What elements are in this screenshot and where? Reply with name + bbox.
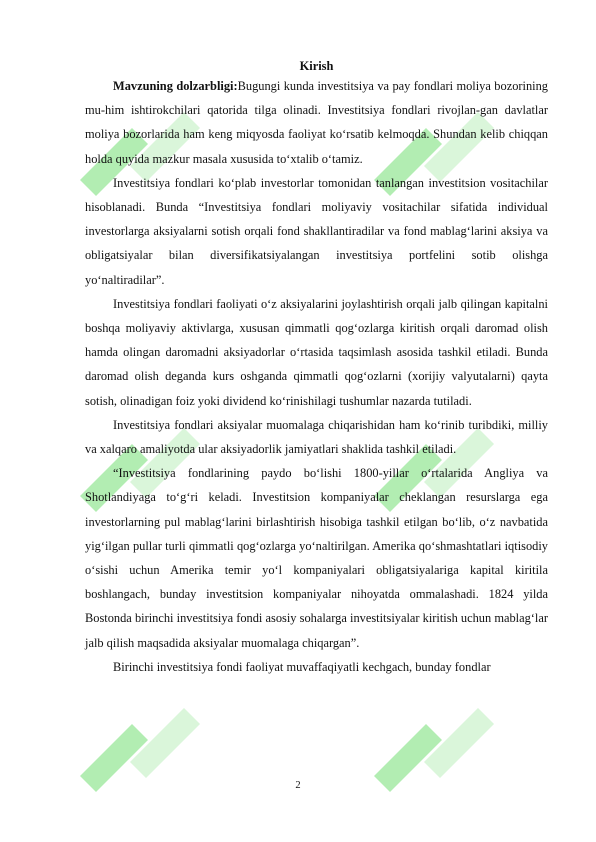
intro-paragraph (85, 74, 548, 171)
page-number: 2 (295, 780, 301, 791)
page-title: Kirish (299, 59, 334, 73)
paragraph: Birinchi investitsiya fondi faoliyat muvaffaqiyatli kechgach, bunday fondlar (113, 659, 491, 674)
document-body (85, 58, 548, 679)
intro-label: Mavzuning dolzarbligi: (113, 79, 238, 93)
paragraph: Investitsiya fondlari aksiyalar muomalaga chiqarishidan ham ko‘rinib turibdiki, milliy va xalqaro amaliyotda ular aksiyadorlik jamiyatlari shaklida tashkil etiladi. (85, 417, 548, 457)
intro-text: Bugungi kunda investitsiya va pay fondlari moliya bozorining mu-him ishtirokchilari qatorida tilga olinadi. Investitsiya fondlari rivojlan-gan davlatlar moliya bozorlarida ham keng miqyosda faoliyat ko‘rsatib kelmoqda. Shundan kelib chiqqan holda quyida mazkur masala xususida to‘xtalib o‘tamiz. (85, 79, 548, 166)
paragraph: Investitsiya fondlari faoliyati o‘z aksiyalarini joylashtirish orqali jalb qilingan kapitalni boshqa moliyaviy aktivlarga, xususan qimmatli qog‘ozlarga kiritish orqali daromad olish hamda olingan daromadni aksiyadorlar o‘rtasida taqsimlash asosida tashkil etiladi. Bunda daromad olish deganda kurs oshganda qimmatli qog‘ozlarni (xorijiy valyutalarni) qayta sotish, olinadigan foiz yoki dividend ko‘rinishilagi tushumlar nazarda tutiladi. (85, 296, 548, 408)
paragraph: Investitsiya fondlari ko‘plab investorlar tomonidan tanlangan investitsion vositachilar hisoblanadi. Bunda “Investitsiya fondlari moliyaviy vositachilar sifatida individual investorlarga aksiyalarni sotish orqali fond shakllantiradilar va fond mablag‘larini aksiya va obligatsiyalar bilan diversifikatsiyalangan investitsiya portfelini sotib olishga yo‘naltiradilar”. (85, 175, 548, 287)
paragraph: “Investitsiya fondlarining paydo bo‘lishi 1800-yillar o‘rtalarida Angliya va Shotlandiyaga to‘g‘ri keladi. Investitsion kompaniyalar cheklangan resurslarga ega investorlarning pul mablag‘larini birlashtirish hisobiga tashkil etilgan bo‘lib, o‘z navbatida yig‘ilgan pullar turli qimmatli qog‘ozlarga yo‘naltirilgan. Amerika qo‘shmashtatlari iqtisodiy o‘sishi uchun Amerika temir yo‘l kompaniyalari obligatsiyalariga kapital kiritila boshlangach, bunday investitsion kompaniyalar nihoyatda ommalashadi. 1824 yilda Bostonda birinchi investitsiya fondi asosiy sohalarga investitsiyalar kiritish uchun mablag‘lar jalb qilish maqsadida aksiyalar muomalaga chiqargan”. (85, 466, 548, 650)
